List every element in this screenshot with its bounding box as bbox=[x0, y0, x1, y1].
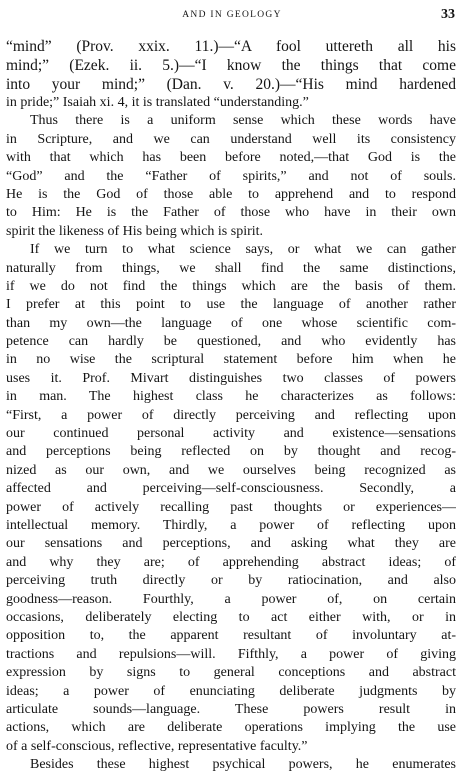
text-line: naturally from things, we shall find the same distinctions, bbox=[6, 260, 456, 276]
text-line: occasions, deliberately electing to act either with, or in bbox=[6, 609, 456, 625]
text-line: than my own—the language of one whose scientific com- bbox=[6, 315, 456, 331]
text-line: of a self-conscious, reflective, representative faculty.” bbox=[6, 738, 308, 754]
text-line: our continued personal activity and existence—sensations bbox=[6, 426, 456, 442]
text-line: I prefer at this point to use the language of another rather bbox=[6, 297, 456, 313]
text-line: into your mind;” (Dan. v. 20.)—“His mind hardened bbox=[6, 76, 456, 93]
text-line: ideas; a power of enunciating deliberate judgments by bbox=[6, 683, 456, 699]
page-header bbox=[8, 7, 456, 23]
text-line: Thus there is a uniform sense which these words have bbox=[30, 113, 456, 129]
text-line: goodness—reason. Fourthly, a power of, on certain bbox=[6, 591, 456, 607]
text-line: mind;” (Ezek. ii. 5.)—“I know the things that come bbox=[6, 57, 456, 74]
text-line: in Scripture, and we can understand well its consistency bbox=[6, 131, 456, 147]
text-line: If we turn to what science says, or what we can gather bbox=[30, 242, 456, 258]
text-line: Besides these highest psychical powers, he enumerates bbox=[30, 757, 456, 773]
text-line: our sensations and perceptions, and asking what they are bbox=[6, 536, 456, 552]
text-line: “God” and the “Father of spirits,” and not of souls. bbox=[6, 168, 456, 184]
text-line: in man. The highest class he characterizes as follows: bbox=[6, 389, 456, 405]
text-line: in no wise the scriptural statement before him when he bbox=[6, 352, 456, 368]
text-line: expression by signs to general conceptions and abstract bbox=[6, 665, 456, 681]
body-text bbox=[6, 37, 456, 774]
text-line: affected and perceiving—self-consciousness. Secondly, a bbox=[6, 481, 456, 497]
text-line: perceiving truth directly or by ratiocination, and also bbox=[6, 573, 456, 589]
text-line: “mind” (Prov. xxix. 11.)—“A fool uttereth all his bbox=[6, 38, 456, 55]
text-line: and why they are; of apprehending abstract ideas; of bbox=[6, 554, 456, 570]
page-number: 33 bbox=[441, 7, 455, 22]
text-line: to Him: He is the Father of those who have in their own bbox=[6, 205, 456, 221]
running-head: AND IN GEOLOGY bbox=[182, 10, 282, 20]
text-line: in pride;” Isaiah xi. 4, it is translated “understanding.” bbox=[6, 95, 309, 110]
text-line: uses it. Prof. Mivart distinguishes two classes of powers bbox=[6, 370, 456, 386]
text-line: actions, which are deliberate operations implying the use bbox=[6, 720, 456, 736]
text-line: spirit the likeness of His being which is spirit. bbox=[6, 223, 264, 239]
text-line: nized as our own, and we ourselves being recognized as bbox=[6, 462, 456, 478]
text-line: power of actively recalling past thoughts or experiences— bbox=[6, 499, 456, 515]
text-line: intellectual memory. Thirdly, a power of reflecting upon bbox=[6, 517, 456, 533]
text-line: petence can hardly be questioned, and who evidently has bbox=[6, 334, 456, 350]
text-line: opposition to, the apparent resultant of involuntary at- bbox=[6, 628, 456, 644]
text-line: with that which has been before noted,—that God is the bbox=[6, 150, 456, 166]
text-line: “First, a power of directly perceiving and reflecting upon bbox=[6, 407, 456, 423]
text-line: He is the God of those able to apprehend and to respond bbox=[6, 186, 456, 202]
text-line: if we do not find the things which are the basis of them. bbox=[6, 278, 456, 294]
text-line: articulate sounds—language. These powers result in bbox=[6, 701, 456, 717]
text-line: and perceptions being reflected on by thought and recog- bbox=[6, 444, 456, 460]
text-line: tractions and repulsions—will. Fifthly, a power of giving bbox=[6, 646, 456, 662]
